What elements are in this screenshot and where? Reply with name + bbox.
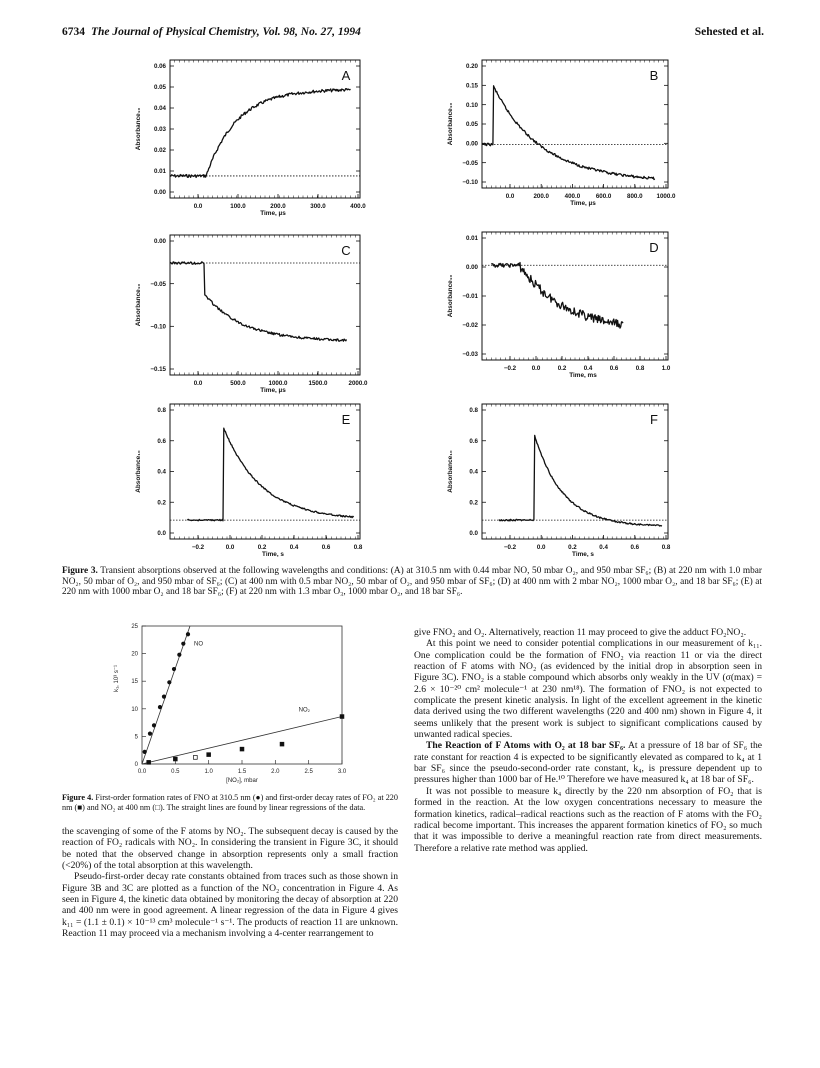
y-tick-label: −0.01 (462, 293, 478, 301)
x-tick-label: 0.8 (635, 365, 645, 372)
x-tick-label: 0.6 (321, 544, 331, 551)
x-tick-label: 0.6 (630, 544, 640, 551)
figure-3-svg (0, 52, 820, 560)
figure-4-caption (62, 793, 398, 812)
right-paragraph-1: give FNO₂ and O₂. Alternatively, reaction 11 may proceed to give the adduct FO₂NO₂. (414, 627, 747, 638)
fig4-frame (142, 626, 342, 764)
figure-3 (0, 52, 820, 560)
y-axis-label: Absorbance₁₀ (447, 102, 454, 146)
y-tick-label: 0.00 (465, 264, 478, 272)
x-axis-label: Time, µs (260, 210, 286, 217)
fig4-y-tick-label: 10 (131, 706, 138, 713)
panel-frame (482, 60, 668, 188)
y-axis-label: Absorbance₁₀ (135, 450, 142, 493)
absorbance-trace (187, 428, 353, 521)
fig4-y-axis-label: k₁, 10³ s⁻¹ (114, 665, 120, 692)
x-tick-label: 0.4 (599, 544, 608, 551)
y-tick-label: 0.20 (465, 63, 478, 71)
absorbance-trace (170, 262, 347, 341)
x-tick-label: 0.0 (225, 544, 235, 551)
left-column (62, 826, 398, 939)
figure-3-caption-label: Figure 3. (62, 566, 98, 576)
fig4-y-tick-label: 20 (131, 651, 138, 658)
panel-frame (170, 60, 360, 198)
section-intro: At a pressure of 18 bar of SF₆ the rate constant for reaction 4 is expected to be significantly elevated as compared to k₄ at 1 bar SF₆ since the pseudo-second-order rate constant, k₄, is pressure dependent up to pressures higher than 1000 bar of He.¹⁰ Therefore we have measured k₄ at 18 bar of SF₆. (414, 740, 763, 786)
fig4-x-tick-label: 0.5 (171, 769, 180, 775)
y-tick-label: 0.4 (469, 468, 478, 476)
fno-data-point (167, 680, 171, 684)
right-paragraph-3 (414, 740, 762, 785)
fig4-y-tick-label: 25 (131, 624, 138, 630)
x-tick-label: 400.0 (564, 193, 581, 200)
y-tick-label: 0.4 (157, 468, 166, 476)
fig4-x-tick-label: 2.5 (304, 769, 313, 775)
x-tick-label: 0.0 (193, 380, 203, 387)
no2-data-point (193, 755, 197, 759)
x-tick-label: 0.8 (661, 544, 671, 551)
y-axis-label: Absorbance₁₀ (135, 283, 142, 327)
y-tick-label: 0.01 (153, 168, 166, 176)
x-tick-label: 0.4 (289, 544, 299, 551)
no2-series-label: NO₂ (298, 707, 311, 714)
fig3-panel-a (135, 60, 366, 217)
fig3-panel-c (135, 235, 368, 394)
y-tick-label: 0.06 (153, 63, 166, 71)
y-tick-label: 0.0 (157, 530, 166, 538)
x-tick-label: 1500.0 (308, 380, 328, 387)
x-axis-label: Time, s (262, 551, 284, 558)
y-tick-label: 0.6 (469, 437, 478, 445)
y-tick-label: −0.05 (462, 159, 478, 167)
x-tick-label: 0.2 (557, 365, 567, 372)
right-paragraph-2: At this point we need to consider potential complications in our measurement of k₁₁. One complication could be the formation of FNO₂ via reaction 11 or via the direct reaction of F atoms with NO₂ (as evidenced by the initial drop in absorption seen in Figure 3C). FNO₂ is a stable compound which absorbs only weakly in the UV (σ(max) = 2.6 × 10⁻²⁰ cm² molecule⁻¹ at 230 nm¹⁸). The formation of FNO₂ is not expected to complicate the present kinetic analysis. In light of the excellent agreement in the kinetic data derived using the two different wavelengths (220 and 400 nm) shown in Figure 4, it seems unlikely that the present work is subject to significant complications caused by unwanted radical species. (414, 638, 762, 741)
fig3-panel-d (447, 232, 671, 379)
absorbance-trace (499, 435, 662, 526)
fig3-panel-b (447, 60, 676, 207)
figure-4 (100, 620, 370, 790)
x-tick-label: −0.2 (503, 365, 517, 372)
fno-data-point (162, 695, 166, 699)
x-tick-label: 800.0 (627, 193, 643, 200)
fig4-x-tick-label: 1.0 (204, 769, 213, 775)
figure-4-svg (100, 620, 370, 790)
figure-4-caption-text: First-order formation rates of FNO at 310.5 nm (●) and first-order decay rates of FO₂ at 220 nm (■) and NO₂ at 400 nm (□). The straight lines are found by linear regressions of the data. (62, 793, 398, 812)
panel-letter: E (341, 412, 351, 427)
no-regression-line (142, 626, 190, 764)
figure-3-caption-text: Transient absorptions observed at the following wavelengths and conditions: (A) at 310.5 nm with 0.44 mbar NO, 50 mbar O₂, and 950 mbar SF₆; (B) at 220 nm with 1.0 mbar NO₂, 50 mbar of O₂, and 950 mbar of SF₆; (C) at 400 nm with 0.5 mbar NO₂, 50 mbar of O₂, and 950 mbar of SF₆; (D) at 400 nm with 2 mbar NO₂, 1000 mbar O₂, and 18 bar SF₆; (E) at 220 nm with 1000 mbar O₂ and 18 bar SF₆; (F) at 220 nm with 1.3 mbar O₃, 1000 mbar O₂, and 18 bar SF₆. (62, 566, 762, 598)
x-tick-label: 0.6 (609, 365, 619, 372)
y-tick-label: 0.04 (153, 105, 166, 113)
y-tick-label: 0.00 (153, 238, 166, 246)
x-tick-label: 1.0 (661, 365, 671, 372)
x-axis-label: Time, ms (569, 372, 597, 379)
fno-data-point (143, 750, 147, 754)
x-tick-label: 0.0 (536, 544, 546, 551)
right-column (414, 627, 762, 854)
fig4-y-tick-label: 15 (131, 679, 138, 686)
y-tick-label: 0.8 (157, 407, 166, 415)
no2-regression-line (142, 717, 342, 764)
panel-letter: D (649, 240, 659, 255)
x-tick-label: 300.0 (310, 203, 326, 210)
y-tick-label: 0.03 (153, 126, 166, 134)
fo2-data-point (207, 753, 211, 757)
y-tick-label: −0.03 (462, 351, 478, 359)
panel-letter: A (341, 68, 351, 83)
x-tick-label: 0.8 (353, 544, 363, 551)
x-tick-label: 1000.0 (268, 380, 288, 387)
y-tick-label: −0.15 (150, 366, 166, 374)
fig3-panel-f (447, 404, 671, 558)
panel-letter: C (341, 243, 351, 258)
figure-4-caption-label: Figure 4. (62, 793, 94, 802)
y-tick-label: 0.02 (153, 147, 166, 155)
fig4-y-tick-label: 5 (134, 734, 138, 741)
fig4-x-tick-label: 3.0 (337, 769, 347, 775)
panel-frame (482, 232, 668, 360)
fno-data-point (158, 705, 162, 709)
fo2-data-point (240, 747, 244, 751)
x-tick-label: 400.0 (350, 203, 366, 210)
left-paragraph-2: Pseudo-first-order decay rate constants obtained from traces such as those shown in Figure 3B and 3C are plotted as a function of the NO₂ concentration in Figure 4. As seen in Figure 4, the kinetic data obtained by monitoring the decay of absorption at 220 and 400 nm were in good agreement. A linear regression of the data in Figure 4 gives k₁₁ = (1.1 ± 0.1) × 10⁻¹³ cm³ molecule⁻¹ s⁻¹. The products of reaction 11 are unknown. Reaction 11 may proceed via a mechanism involving a 4-center rearrangement to (62, 871, 398, 940)
y-tick-label: 0.6 (157, 437, 166, 445)
panel-letter: B (649, 68, 659, 83)
fno-data-point (148, 732, 152, 736)
x-tick-label: 2000.0 (348, 380, 368, 387)
y-tick-label: 0.00 (153, 189, 166, 197)
y-tick-label: 0.10 (465, 101, 478, 109)
y-tick-label: 0.15 (465, 82, 478, 90)
x-tick-label: 0.2 (257, 544, 267, 551)
absorbance-trace (170, 89, 351, 178)
y-axis-label: Absorbance₁₀ (447, 450, 454, 493)
x-tick-label: 0.0 (531, 365, 541, 372)
x-tick-label: 100.0 (230, 203, 246, 210)
y-axis-label: Absorbance₁₀ (447, 274, 454, 318)
x-axis-label: Time, µs (260, 387, 286, 394)
authors: Sehested et al. (694, 26, 764, 38)
fo2-data-point (280, 742, 284, 746)
y-tick-label: 0.0 (469, 530, 478, 538)
x-tick-label: 200.0 (270, 203, 286, 210)
panel-frame (170, 404, 360, 539)
y-tick-label: 0.8 (469, 407, 478, 415)
fo2-data-point (147, 760, 151, 764)
y-tick-label: −0.10 (150, 323, 166, 331)
fno-data-point (172, 667, 176, 671)
panel-frame (170, 235, 360, 375)
x-tick-label: 500.0 (230, 380, 246, 387)
y-tick-label: −0.02 (462, 322, 478, 330)
y-tick-label: 0.2 (157, 499, 166, 507)
x-tick-label: −0.2 (503, 544, 517, 551)
y-tick-label: 0.01 (465, 235, 478, 243)
page-number: 6734 (62, 26, 85, 38)
fno-data-point (186, 632, 190, 636)
journal-title: The Journal of Physical Chemistry, Vol. 98, No. 27, 1994 (91, 26, 361, 38)
x-tick-label: 0.4 (583, 365, 593, 372)
figure-3-caption (62, 566, 762, 598)
x-axis-label: Time, µs (570, 200, 596, 207)
fig4-x-axis-label: [NO₂], mbar (226, 778, 258, 784)
y-tick-label: 0.05 (465, 121, 478, 129)
panel-frame (482, 404, 668, 539)
fig4-x-tick-label: 0.0 (137, 769, 147, 775)
x-axis-label: Time, s (572, 551, 594, 558)
fo2-data-point (173, 757, 177, 761)
x-tick-label: 0.2 (568, 544, 577, 551)
y-tick-label: 0.2 (469, 499, 478, 507)
fig4-x-tick-label: 1.5 (237, 769, 247, 775)
panel-letter: F (650, 412, 658, 427)
absorbance-trace (482, 86, 655, 180)
y-axis-label: Absorbance₁₀ (135, 107, 142, 151)
fno-data-point (181, 642, 185, 646)
fig3-panel-e (135, 404, 363, 558)
left-paragraph-1: the scavenging of some of the F atoms by NO₂. The subsequent decay is caused by the reaction of FO₂ radicals with NO₂. In considering the transient in Figure 3C, it should be noted that the observed change in absorption represents only a small fraction (<20%) of the total absorption at this wavelength. (62, 826, 398, 872)
y-tick-label: −0.05 (150, 280, 166, 288)
fig4-x-tick-label: 2.0 (271, 769, 280, 775)
x-tick-label: 0.0 (505, 193, 515, 200)
no-series-label: NO (194, 641, 203, 648)
section-title: The Reaction of F Atoms with O₂ at 18 bar SF₆. (426, 740, 626, 752)
fno-data-point (152, 723, 156, 727)
x-tick-label: −0.2 (191, 544, 205, 551)
x-tick-label: 0.0 (193, 203, 203, 210)
fig4-y-tick-label: 0 (134, 762, 138, 768)
x-tick-label: 200.0 (533, 193, 549, 200)
fno-data-point (177, 653, 181, 657)
y-tick-label: 0.05 (153, 84, 166, 92)
x-tick-label: 1000.0 (656, 193, 676, 200)
y-tick-label: −0.10 (462, 179, 478, 187)
y-tick-label: 0.00 (465, 140, 478, 148)
right-paragraph-4: It was not possible to measure k₄ directly by the 220 nm absorption of FO₂ that is formed in the reaction. At the low oxygen concentrations necessary to measure the formation kinetics, radical–radical reactions such as the reaction of F atoms with the FO₂ radical become important. This increases the apparent formation kinetics of FO₂ so much that it was impossible to derive a meaningful reaction rate from direct measurements. Therefore a relative rate method was applied. (414, 785, 762, 854)
x-tick-label: 600.0 (595, 193, 612, 200)
fo2-data-point (340, 715, 344, 719)
author-header (0, 26, 764, 38)
absorbance-trace (491, 263, 623, 329)
